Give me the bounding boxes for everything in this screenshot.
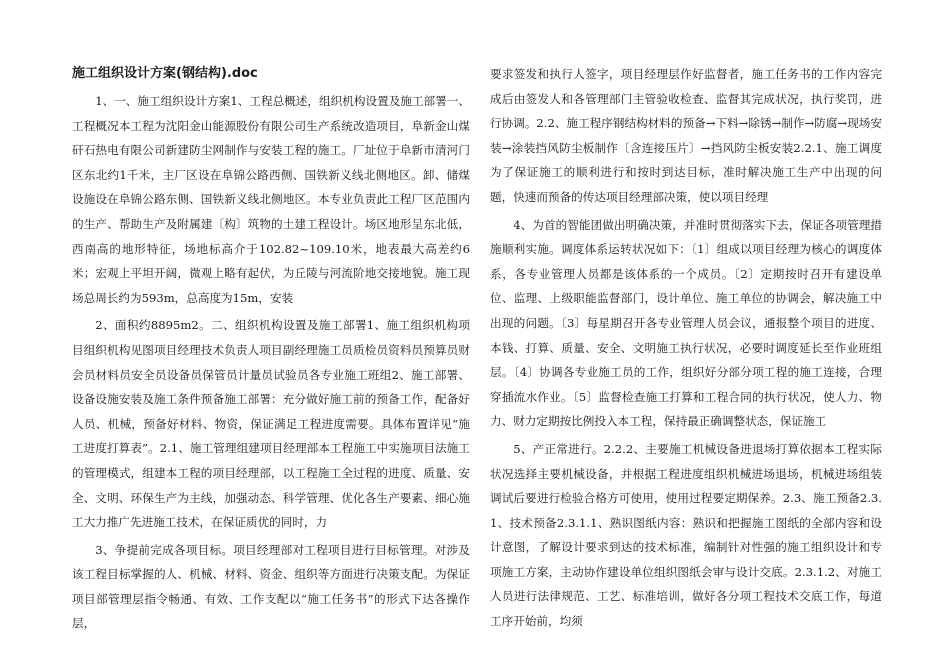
left-column bbox=[72, 62, 470, 636]
paragraph-4: 4、为首的智能团做出明确决策，并准时贯彻落实下去，保证各项管理措施顺利实施。调度体系运转状况如下：〔1〕组成以项目经理为核心的调度体系，各专业管理人员都是该体系的一个成员。〔2〕定期按时召开有建设单位、监理、上级职能监督部门，设计单位、施工单位的协调会，解决施工中出现的问题。〔3〕每星期召开各专业管理人员会议，通报整个项目的进度、本钱、打算、质量、安全、文明施工执行状况，必要时调度延长至作业班组层。〔4〕协调各专业施工员的工作，组织好分部分项工程的施工连接，合理穿插流水作业。〔5〕监督检查施工打算和工程合同的执行状况，使人力、物力、财力定期按比例投入本工程，保持最正确调整状态，保证施工 bbox=[490, 217, 882, 429]
right-column bbox=[490, 62, 882, 634]
paragraph-3-continued: 要求签发和执行人签字，项目经理层作好监督者，施工任务书的工作内容完成后由签发人和各管理部门主管验收检查、监督其完成状况，执行奖罚，进行协调。2.2、施工程序钢结构材料的预备→下料→除锈→制作→防腐→现场安装→涂装挡风防尘板制作〔含连接压片〕→挡风防尘板安装2.2.1、施工调度为了保证施工的顺利进行和按时到达目标，准时解决施工生产中出现的问题，快速而预备的传达项目经理部决策，使以项目经理 bbox=[490, 67, 882, 204]
paragraph-5: 5、产正常进行。2.2.2、主要施工机械设备进退场打算依据本工程实际状况选择主要机械设备，并根据工程进度组织机械进场退场，机械进场组装调试后要进行检验合格方可使用，使用过程要定期保养。2.3、施工预备2.3.1、技术预备2.3.1.1、熟识图纸内容：熟识和把握施工图纸的全部内容和设计意图，了解设计要求到达的技术标准，编制针对性强的施工组织设计和专项施工方案，主动协作建设单位组织图纸会审与设计交底。2.3.1.2、对施工人员进行法律规范、工艺、标准培训，做好各分项工程技术交底工作，每道工序开始前，均须 bbox=[490, 441, 882, 629]
document-title: 施工组织设计方案(钢结构).doc bbox=[72, 66, 258, 81]
paragraph-3: 3、争提前完成各项目标。项目经理部对工程项目进行目标管理。对涉及该工程目标掌握的人、机械、材料、资金、组织等方面进行决策支配。为保证项目部管理层指令畅通、有效、工作支配以“施工任务书”的形式下达各操作层， bbox=[72, 542, 470, 631]
paragraph-2: 2、面积约8895m2。二、组织机构设置及施工部署1、施工组织机构项目组织机构见图项目经理技术负责人项目副经理施工员质检员资料员预算员财会员材料员安全员设备员保管员计量员试验员各专业施工班组2、施工部署、设备设施安装及施工条件预备施工部署：充分做好施工前的预备工作，配备好人员、机械，预备好材料、物资，保证满足工程进度需要。具体布置详见“施工进度打算表”。2.1、施工管理组建项目经理部本工程施工中实施项目法施工的管理模式，组建本工程的项目经理部，以工程施工全过程的进度、质量、安全、文明、环保生产为主线，加强动态、科学管理、优化各生产要素、细心施工大力推广先进施工技术，在保证质优的同时，力 bbox=[72, 318, 470, 530]
paragraph-1: 1、一、施工组织设计方案1、工程总概述，组织机构设置及施工部署一、工程概况本工程为沈阳金山能源股份有限公司生产系统改造项目，阜新金山煤矸石热电有限公司新建防尘网制作与安装工程的施工。厂址位于阜新市清河门区东北约1千米，主厂区设在阜锦公路西侧、国铁新义线北侧地区。卸、储煤设施设在阜锦公路东侧、国铁新义线北侧地区。本专业负责此工程厂区范围内的生产、帮助生产及附属建〔构〕筑物的土建工程设计。场区地形呈东北低，西南高的地形特征，场地标高介于102.82~109.10米，地表最大高差约6米；宏观上平坦开阔，微观上略有起伏，为丘陵与河流阶地交接地貌。施工现场总周长约为593m，总高度为15m，安装 bbox=[72, 94, 470, 305]
